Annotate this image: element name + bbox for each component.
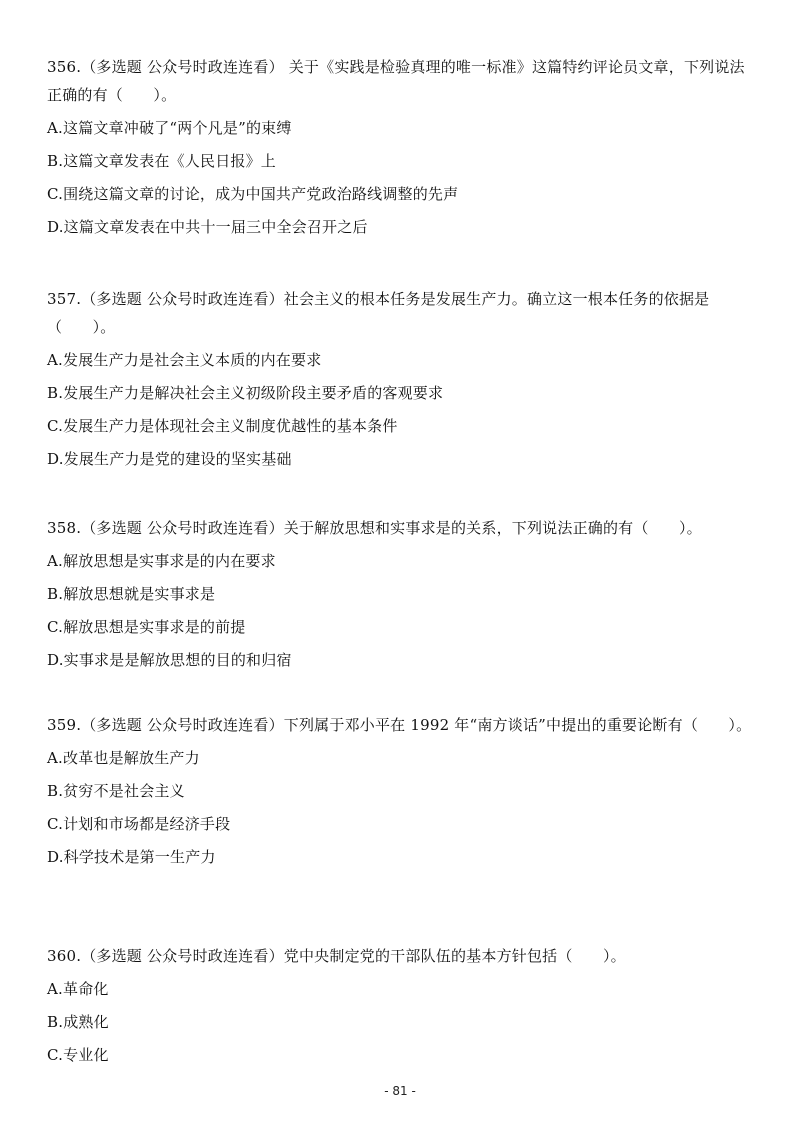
option-a: A.这篇文章冲破了“两个凡是”的束缚: [47, 119, 292, 137]
option-b: B.这篇文章发表在《人民日报》上: [47, 152, 276, 170]
option-b: B.成熟化: [47, 1013, 109, 1031]
option-a: A.解放思想是实事求是的内在要求: [47, 552, 276, 570]
option-c: C.解放思想是实事求是的前提: [47, 618, 246, 636]
question-stem: 359.（多选题 公众号时政连连看）下列属于邓小平在 1992 年“南方谈话”中提出的重要论断有（ ）。: [47, 716, 752, 734]
option-a: A.改革也是解放生产力: [47, 749, 200, 767]
option-d: D.科学技术是第一生产力: [47, 848, 216, 866]
question-359: [47, 711, 757, 879]
question-stem: 357.（多选题 公众号时政连连看）社会主义的根本任务是发展生产力。确立这一根本任务的依据是（ ）。: [47, 290, 710, 336]
option-d: D.发展生产力是党的建设的坚实基础: [47, 450, 292, 468]
question-360: [47, 942, 757, 1077]
question-358: [47, 514, 757, 682]
option-c: C.专业化: [47, 1046, 109, 1064]
option-b: B.解放思想就是实事求是: [47, 585, 216, 603]
question-357: [47, 285, 757, 481]
option-d: D.这篇文章发表在中共十一届三中全会召开之后: [47, 218, 368, 236]
question-stem: 356.（多选题 公众号时政连连看） 关于《实践是检验真理的唯一标准》这篇特约评论员文章，下列说法正确的有（ ）。: [47, 58, 745, 104]
option-b: B.发展生产力是解决社会主义初级阶段主要矛盾的客观要求: [47, 384, 444, 402]
option-c: C.围绕这篇文章的讨论，成为中国共产党政治路线调整的先声: [47, 185, 459, 203]
option-d: D.实事求是是解放思想的目的和归宿: [47, 651, 292, 669]
option-c: C.计划和市场都是经济手段: [47, 815, 231, 833]
question-stem: 360.（多选题 公众号时政连连看）党中央制定党的干部队伍的基本方针包括（ ）。: [47, 947, 626, 965]
page-number: - 81 -: [384, 1084, 416, 1098]
question-356: [47, 53, 757, 249]
question-stem: 358.（多选题 公众号时政连连看）关于解放思想和实事求是的关系，下列说法正确的有（ ）。: [47, 519, 702, 537]
option-c: C.发展生产力是体现社会主义制度优越性的基本条件: [47, 417, 398, 435]
option-a: A.发展生产力是社会主义本质的内在要求: [47, 351, 322, 369]
option-a: A.革命化: [47, 980, 109, 998]
option-b: B.贫穷不是社会主义: [47, 782, 185, 800]
